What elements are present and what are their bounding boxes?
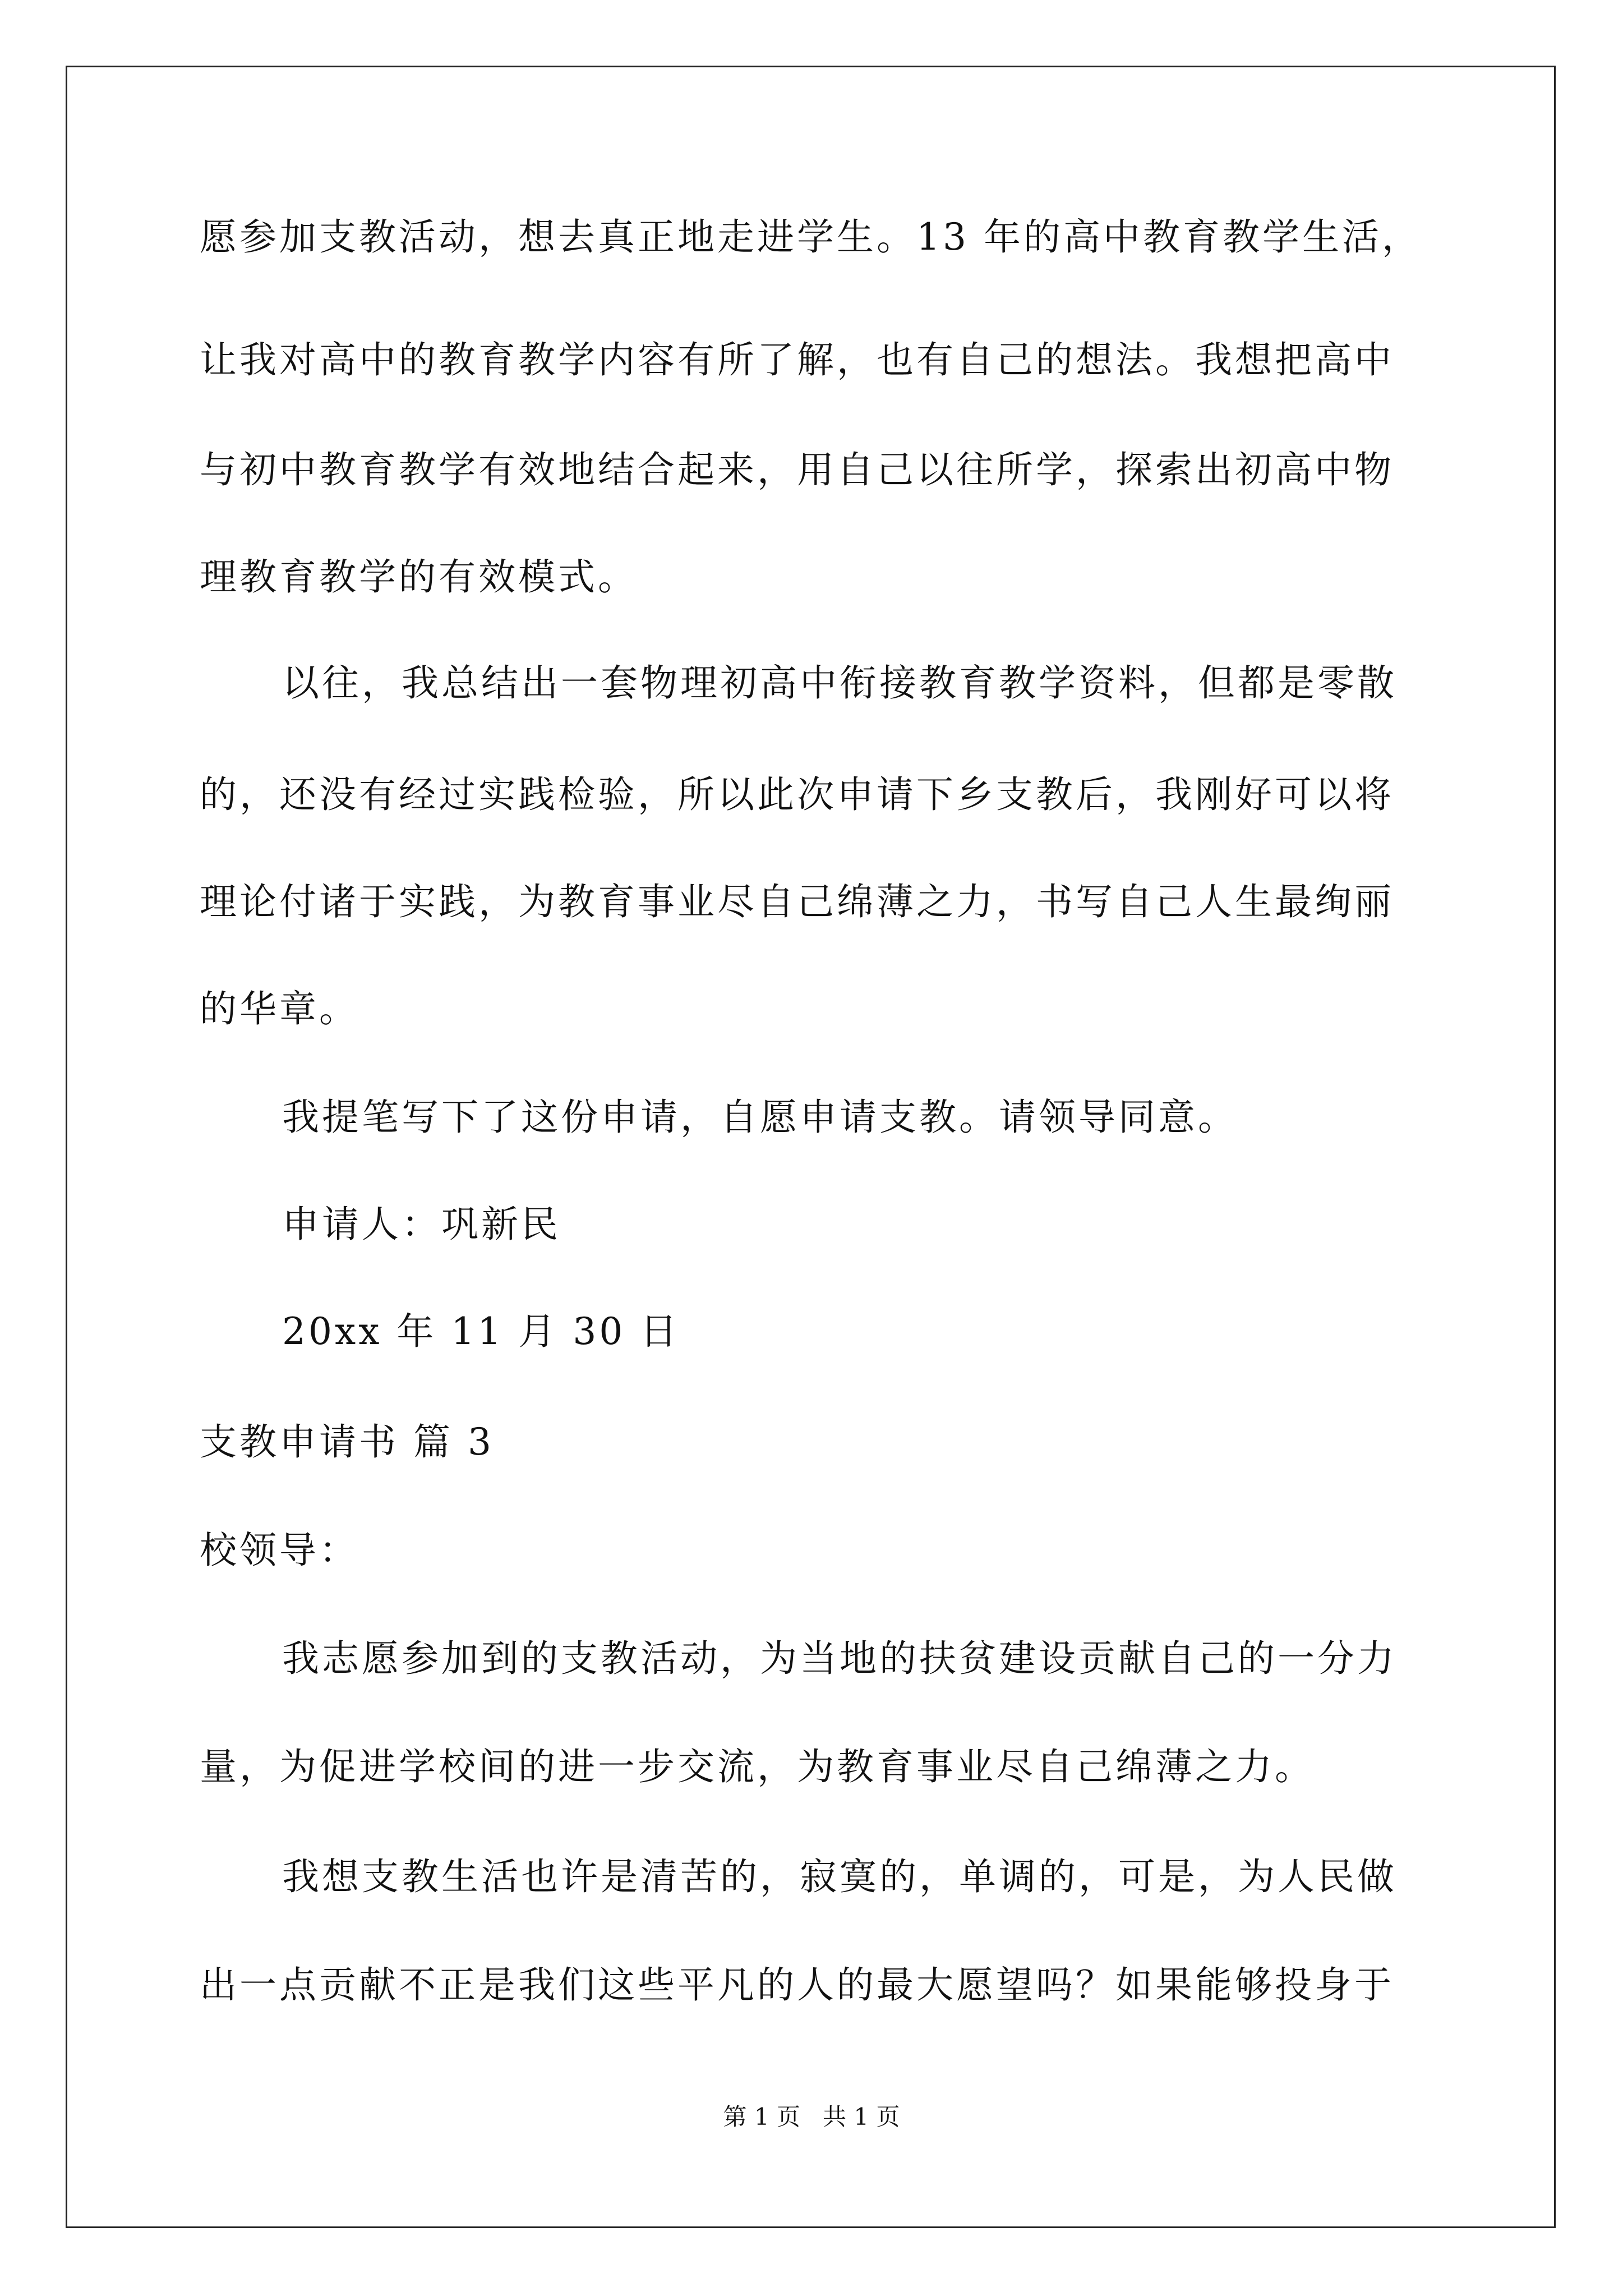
page-border — [66, 66, 1556, 2228]
body-text-line: 让我对高中的教育教学内容有所了解，也有自己的想法。我想把高中 — [200, 338, 1394, 381]
date-line: 20xx 年 11 月 30 日 — [282, 1310, 680, 1353]
body-text-line: 理论付诸于实践，为教育事业尽自己绵薄之力，书写自己人生最绚丽 — [200, 880, 1394, 923]
body-text-line: 我提笔写下了这份申请，自愿申请支教。请领导同意。 — [282, 1096, 1238, 1139]
body-text-line: 量，为促进学校间的进一步交流，为教育事业尽自己绵薄之力。 — [200, 1745, 1315, 1788]
applicant-signature: 申请人：巩新民 — [282, 1203, 561, 1246]
body-text-line: 的，还没有经过实践检验，所以此次申请下乡支教后，我刚好可以将 — [200, 773, 1394, 816]
body-text-line: 以往，我总结出一套物理初高中衔接教育教学资料，但都是零散 — [282, 661, 1397, 705]
page-footer: 第 1 页 共 1 页 — [723, 2103, 900, 2131]
body-text-line: 理教育教学的有效模式。 — [200, 555, 638, 599]
body-text-line: 愿参加支教活动，想去真正地走进学生。13 年的高中教育教学生活， — [200, 215, 1422, 259]
body-text-line: 出一点贡献不正是我们这些平凡的人的最大愿望吗？如果能够投身于 — [200, 1963, 1394, 2007]
body-text-line: 我想支教生活也许是清苦的，寂寞的，单调的，可是，为人民做 — [282, 1855, 1397, 1898]
section-heading: 支教申请书 篇 3 — [200, 1420, 494, 1464]
body-text-line: 我志愿参加到的支教活动，为当地的扶贫建设贡献自己的一分力 — [282, 1637, 1397, 1680]
salutation: 校领导： — [200, 1529, 359, 1572]
body-text-line: 与初中教育教学有效地结合起来，用自己以往所学，探索出初高中物 — [200, 448, 1394, 491]
body-text-line: 的华章。 — [200, 987, 359, 1030]
